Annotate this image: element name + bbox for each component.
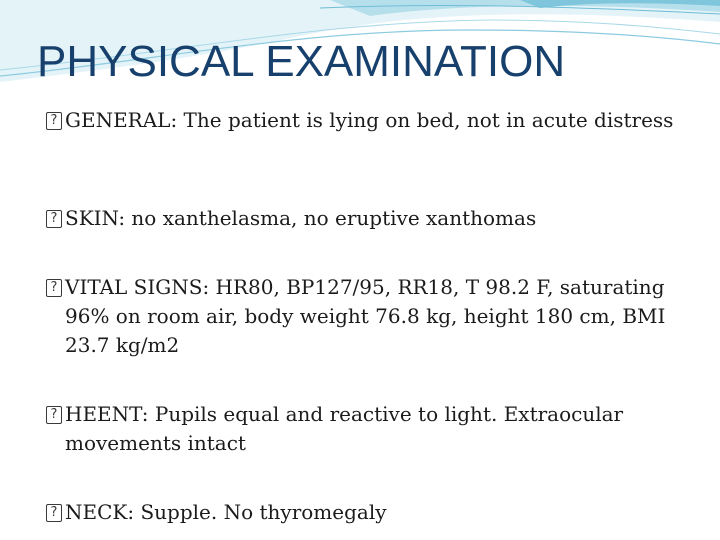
missing-glyph-bullet-icon: ? (46, 112, 62, 130)
bullet-general-text: GENERAL: The patient is lying on bed, not in acute distress (65, 108, 674, 132)
bullet-vital-signs-text: VITAL SIGNS: HR80, BP127/95, RR18, T 98.2 F, saturating 96% on room air, body weight 76.8 kg, height 180 cm, BMI 23.7 kg/m2 (65, 275, 666, 357)
bullet-neck (46, 498, 682, 527)
missing-glyph-bullet-icon: ? (46, 210, 62, 228)
bullet-skin (46, 204, 682, 233)
bullet-skin-text: SKIN: no xanthelasma, no eruptive xanthomas (65, 206, 537, 230)
bullet-neck-text: NECK: Supple. No thyromegaly (65, 500, 387, 524)
bullet-general (46, 106, 682, 135)
bullet-heent-text: HEENT: Pupils equal and reactive to light. Extraocular movements intact (65, 402, 624, 455)
missing-glyph-bullet-icon: ? (46, 504, 62, 522)
bullet-vital-signs (46, 273, 682, 360)
bullet-list (46, 104, 686, 534)
missing-glyph-bullet-icon: ? (46, 406, 62, 424)
bullet-heent (46, 400, 682, 458)
slide-title: PHYSICAL EXAMINATION (37, 37, 566, 86)
missing-glyph-bullet-icon: ? (46, 279, 62, 297)
